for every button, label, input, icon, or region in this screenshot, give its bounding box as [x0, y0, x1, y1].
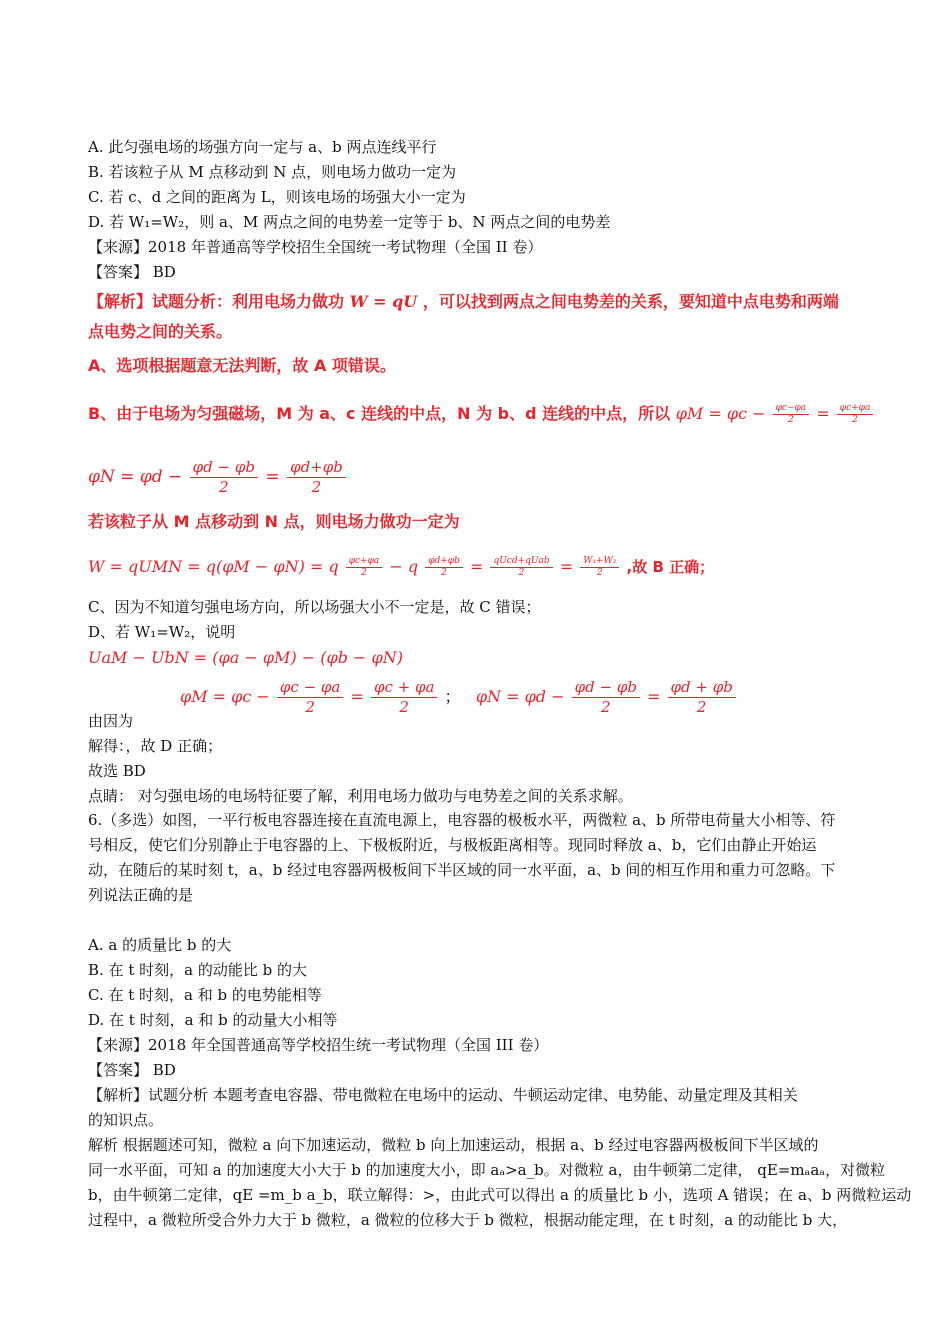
q6-analysis-line-6: 过程中，a 微粒所受合外力大于 b 微粒，a 微粒的位移大于 b 微粒，根据动能定理，在 t 时刻，a 的动能比 b 大，	[88, 1211, 848, 1229]
analysis-intro: 【解析】试题分析：利用电场力做功	[88, 292, 345, 311]
work-frac-3-num: qUcd+qUab	[490, 556, 552, 568]
b-phi-n-den: 2	[601, 698, 611, 716]
b-phi-m-num-2: φc + φa	[371, 678, 437, 698]
b-phi-m-lhs: φM = φc −	[180, 687, 270, 706]
u-equation: UaM − UbN = (φa − φM) − (φb − φN)	[88, 648, 403, 667]
q6-stem-line-1: 6.（多选）如图，一平行板电容器连接在直流电源上，电容器的极板水平，两微粒 a、b 所带电荷量大小相等、符	[88, 811, 836, 829]
work-lhs: W = qUMN = q(φM − φN) = q	[88, 557, 339, 576]
q5-option-c: C. 若 c、d 之间的距离为 L，则该电场的场强大小一定为	[88, 188, 466, 206]
phi-n-numerator-2: φd+φb	[287, 458, 346, 478]
q6-answer: 【答案】 BD	[88, 1061, 176, 1079]
q6-analysis-line-1: 【解析】试题分析 本题考查电容器、带电微粒在电场中的运动、牛顿运动定律、电势能、动量定理及其相关	[88, 1086, 798, 1104]
work-frac-4-num: W₁+W₂	[580, 556, 619, 568]
q5-option-b: B. 若该粒子从 M 点移动到 N 点，则电场力做功一定为	[88, 163, 457, 181]
phi-n-denominator-2: 2	[311, 478, 322, 496]
q5-analysis-option-b: B、由于电场为匀强磁场，M 为 a、c 连线的中点，N 为 b、d 连线的中点，所以 φM = φc − $\frac{\varphi c-\varphi a}{2}$ = $\frac{\varphi c+\varphi a}{2}$	[88, 403, 875, 426]
b-phi-n-num: φd − φb	[572, 678, 640, 698]
q6-analysis-line-3: 解析 根据题述可知，微粒 a 向下加速运动，微粒 b 向上加速运动，根据 a、b 经过电容器两极板间下半区域的	[88, 1136, 819, 1154]
phi-m-lhs: φM = φc −	[675, 404, 766, 423]
q6-option-c: C. 在 t 时刻，a 和 b 的电势能相等	[88, 986, 322, 1004]
q5-option-a: A. 此匀强电场的场强方向一定与 a、b 两点连线平行	[88, 138, 437, 156]
q5-solve: 解得：，故 D 正确；	[88, 737, 223, 755]
q6-option-b: B. 在 t 时刻，a 的动能比 b 的大	[88, 961, 307, 979]
work-frac-1-den: 2	[361, 568, 367, 578]
q5-analysis-line1	[88, 292, 839, 312]
q5-choose: 故选 BD	[88, 762, 146, 780]
option-b-text: B、由于电场为匀强磁场，M 为 a、c 连线的中点，N 为 b、d 连线的中点，所以	[88, 404, 671, 423]
q5-analysis-option-c: C、因为不知道匀强电场方向，所以场强大小不一定是，故 C 错误；	[88, 598, 541, 616]
work-formula: W = qU	[349, 292, 418, 311]
work-frac-2-num: φd+φb	[425, 556, 463, 568]
q5-answer: 【答案】 BD	[88, 263, 176, 281]
q6-stem-line-3: 动，在随后的某时刻 t，a、b 经过电容器两极板间下半区域的同一水平面，a、b 间的相互作用和重力可忽略。下	[88, 861, 836, 879]
phi-m-denominator-2: 2	[852, 415, 858, 425]
q6-analysis-line-5: b，由牛顿第二定律，qE =m_b a_b，联立解得：>，由此式可以得出 a 的质量比 b 小，选项 A 错误；在 a、b 两微粒运动	[88, 1186, 912, 1204]
q5-analysis-option-a: A、选项根据题意无法判断，故 A 项错误。	[88, 356, 396, 375]
q5-analysis-move: 若该粒子从 M 点移动到 N 点，则电场力做功一定为	[88, 512, 460, 531]
because-label: 由因为	[88, 712, 134, 730]
work-frac-4-den: 2	[596, 568, 603, 578]
phi-n-equation: φN = φd − $\frac{\varphi d - \varphi b}{2}$ = $\frac{\varphi d+\varphi b}{2}$	[88, 458, 348, 497]
phi-m-numerator: φc−φa	[773, 403, 810, 415]
q6-stem-line-4: 列说法正确的是	[88, 886, 194, 904]
b-phi-n-lhs: φN = φd −	[475, 687, 565, 706]
q5-comment: 点睛： 对匀强电场的电场特征要了解，利用电场力做功与电势差之间的关系求解。	[88, 787, 633, 805]
q6-option-d: D. 在 t 时刻，a 和 b 的动量大小相等	[88, 1011, 338, 1029]
semicolon: ；	[444, 687, 461, 706]
work-frac-1-num: φc+φa	[346, 556, 383, 568]
q6-option-a: A. a 的质量比 b 的大	[88, 936, 232, 954]
b-phi-m-den-2: 2	[399, 698, 409, 716]
work-tail: ,故 B 正确；	[626, 558, 715, 576]
phi-m-denominator: 2	[788, 415, 794, 425]
q6-source: 【来源】2018 年全国普通高等学校招生统一考试物理（全国 III 卷）	[88, 1036, 549, 1054]
analysis-intro-tail: ，可以找到两点之间电势差的关系，要知道中点电势和两端	[422, 292, 839, 311]
q5-analysis-option-d: D、若 W₁=W₂，说明	[88, 623, 236, 641]
phi-n-denominator: 2	[219, 478, 229, 496]
q6-stem-line-2: 号相反，使它们分别静止于电容器的上、下极板附近，与极板距离相等。现同时释放 a、b，它们由静止开始运	[88, 836, 817, 854]
work-equation: W = qUMN = q(φM − φN) = q $\frac{\varphi c+\varphi a}{2}$ − q $\frac{\varphi d+\varphi b}{2}$ = $\frac{\text{qUcd+qUab}}{2}$ = $\frac{\text{W₁+W₂}}{2}$ ,故 B 正确；	[88, 556, 715, 578]
q6-analysis-line-4: 同一水平面，可知 a 的加速度大小大于 b 的加速度大小，即 aₐ>a_b。对微粒 a，由牛顿第二定律， qE=mₐaₐ，对微粒	[88, 1161, 886, 1179]
q5-source: 【来源】2018 年普通高等学校招生全国统一考试物理（全国 II 卷）	[88, 238, 543, 256]
q5-analysis-line2: 点电势之间的关系。	[88, 322, 233, 341]
b-phi-m-num: φc − φa	[277, 678, 343, 698]
b-phi-n-num-2: φd + φb	[668, 678, 736, 698]
b-phi-n-den-2: 2	[696, 698, 707, 716]
q5-option-d: D. 若 W₁=W₂，则 a、M 两点之间的电势差一定等于 b、N 两点之间的电势差	[88, 213, 611, 231]
q6-analysis-line-2: 的知识点。	[88, 1111, 164, 1129]
phi-n-lhs: φN = φd −	[88, 467, 183, 487]
document-page: A. 此匀强电场的场强方向一定与 a、b 两点连线平行 B. 若该粒子从 M 点移动到 N 点，则电场力做功一定为 C. 若 c、d 之间的距离为 L，则该电场的场强大小一定为 D. 若 W₁=W₂，则 a、M 两点之间的电势差一定等于 b、N 两点之间的电势差 【来源】2018 年普通高等学校招生全国统一考试物理（全国 II 卷） 【答案】 BD 【解析】试题分析：利用电场力做功 W = qU ，可以找到两点之间电势差的关系，要知道中点电势和两端 点电势之间的关系。 A、选项根据题意无法判断，故 A 项错误。 B、由于电场为匀强磁场，M 为 a、c 连线的中点，N 为 b、d 连线的中点，所以 φM = φc − $\frac{\varphi c-\varphi a}{2}$ = $\frac{\varphi c+\varphi a}{2}$ φN = φd − $\frac{\varphi d - \varphi b}{2}$ = $\frac{\varphi d+\varphi b}{2}$ 若该粒子从 M 点移动到 N 点，则电场力做功一定为 W = qUMN = q(φM − φN) = q $\frac{\varphi c+\varphi a}{2}$ − q $\frac{\varphi d+\varphi b}{2}$ = $\frac{\text{qUcd+qUab}}{2}$ = $\frac{\text{W₁+W₂}}{2}$ ,故 B 正确； C、因为不知道匀强电场方向，所以场强大小不一定是，故 C 错误； D、若 W₁=W₂，说明 UaM − UbN = (φa − φM) − (φb − φN) φM = φc − $\frac{\varphi c - \varphi a}{2}$ = $\frac{\varphi c + \varphi a}{2}$ ； φN = φd − $\frac{\varphi d - \varphi b}{2}$ = $\frac{\varphi d + \varphi b}{2}$ 由因为 解得：，故 D 正确； 故选 BD 点睛： 对匀强电场的电场特征要了解，利用电场力做功与电势差之间的关系求解。 6.（多选）如图，一平行板电容器连接在直流电源上，电容器的极板水平，两微粒 a、b 所带电荷量大小相等、符 号相反，使它们分别静止于电容器的上、下极板附近，与极板距离相等。现同时释放 a、b，它们由静止开始运 动，在随后的某时刻 t，a、b 经过电容器两极板间下半区域的同一水平面，a、b 间的相互作用和重力可忽略。下 列说法正确的是 A. a 的质量比 b 的大 B. 在 t 时刻，a 的动能比 b 的大 C. 在 t 时刻，a 和 b 的电势能相等 D. 在 t 时刻，a 和 b 的动量大小相等 【来源】2018 年全国普通高等学校招生统一考试物理（全国 III 卷） 【答案】 BD 【解析】试题分析 本题考查电容器、带电微粒在电场中的运动、牛顿运动定律、电势能、动量定理及其相关 的知识点。 解析 根据题述可知，微粒 a 向下加速运动，微粒 b 向上加速运动，根据 a、b 经过电容器两极板间下半区域的 同一水平面，可知 a 的加速度大小大于 b 的加速度大小，即 aₐ>a_b。对微粒 a，由牛顿第二定律， qE=mₐaₐ，对微粒 b，由牛顿第二定律，qE =m_b a_b，联立解得：>，由此式可以得出 a 的质量比 b 小，选项 A 错误；在 a、b 两微粒运动 过程中，a 微粒所受合外力大于 b 微粒，a 微粒的位移大于 b 微粒，根据动能定理，在 t 时刻，a 的动能比 b 大，	[88, 138, 912, 1229]
phi-n-numerator: φd − φb	[190, 458, 258, 478]
b-phi-m-den: 2	[305, 698, 315, 716]
phi-m-numerator-2: φc+φa	[837, 403, 874, 415]
work-frac-2-den: 2	[441, 568, 447, 578]
work-frac-3-den: 2	[518, 568, 525, 578]
